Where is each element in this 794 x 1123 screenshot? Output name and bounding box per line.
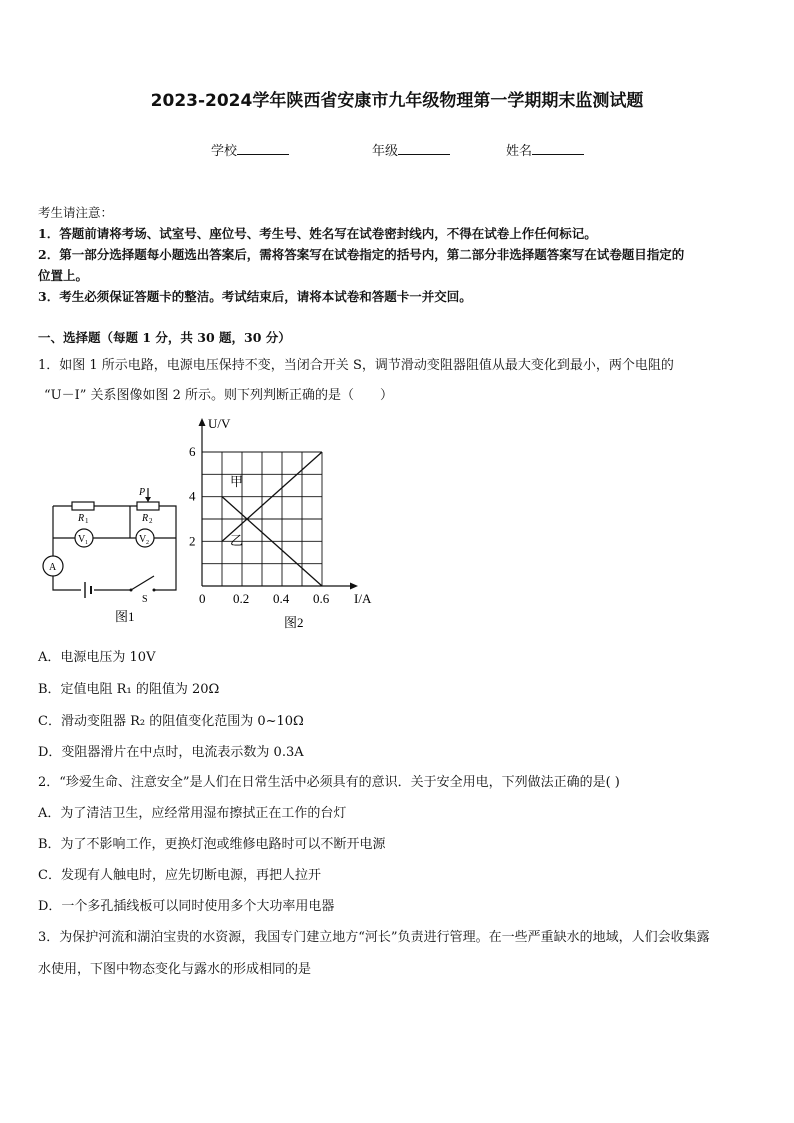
name-blank: [532, 141, 584, 155]
school-blank: [237, 141, 289, 155]
x-axis-label: I/A: [354, 591, 372, 606]
note-line-2: 2．第一部分选择题每小题选出答案后，需将答案写在试卷指定的括号内，第二部分非选择题答案写在试卷题目指定的: [38, 247, 685, 262]
q2-stem: 2．“珍爱生命、注意安全”是人们在日常生活中必须具有的意识．关于安全用电，下列做法正确的是( ): [38, 775, 620, 790]
name-label: 姓名: [506, 144, 533, 159]
q1-stem-line1: 1．如图 1 所示电路，电源电压保持不变，当闭合开关 S，调节滑动变阻器阻值从最大变化到最小，两个电阻的: [38, 358, 674, 373]
x-tick-label: 0.6: [313, 591, 330, 606]
x-tick-label: 0.2: [233, 591, 250, 606]
q3-stem-line2: 水使用，下图中物态变化与露水的形成相同的是: [38, 962, 312, 977]
r2-label: R: [142, 513, 149, 524]
q1-option-d: D．变阻器滑片在中点时，电流表示数为 0.3A: [38, 745, 304, 760]
resistor-r1: [72, 502, 94, 510]
y-axis-arrow: [199, 418, 206, 426]
note-line-4: 3．考生必须保证答题卡的整洁。考试结束后，请将本试卷和答题卡一并交回。: [38, 289, 472, 304]
slider-arrow-head: [145, 497, 151, 502]
v1-sub: 1: [85, 540, 88, 546]
grade-blank: [398, 141, 450, 155]
x-tick-label: 0: [199, 591, 206, 606]
q1-stem-line2: “U－I” 关系图像如图 2 所示。则下列判断正确的是（ ）: [44, 388, 394, 403]
series-label-yi: 乙: [230, 533, 244, 548]
circuit-diagram: [36, 480, 186, 630]
q2-option-a: A．为了清洁卫生，应经常用湿布擦拭正在工作的台灯: [38, 806, 347, 821]
x-tick-label: 0.4: [273, 591, 290, 606]
r2-sub: 2: [149, 517, 153, 525]
q1-option-a: A．电源电压为 10V: [38, 650, 156, 665]
v2-sub: 2: [146, 540, 149, 546]
fig1-caption: 图1: [115, 609, 135, 624]
s-label: S: [142, 594, 148, 605]
grade-label: 年级: [372, 144, 399, 159]
y-axis-label: U/V: [208, 416, 231, 431]
a-label: A: [49, 562, 57, 573]
q2-option-c: C．发现有人触电时，应先切断电源，再把人拉开: [38, 868, 321, 883]
q1-option-c: C．滑动变阻器 R₂ 的阻值变化范围为 0~10Ω: [38, 714, 304, 729]
ui-graph: [180, 410, 380, 635]
name-field: [506, 140, 584, 159]
q2-option-b: B．为了不影响工作，更换灯泡或维修电路时可以不断开电源: [38, 837, 386, 852]
note-line-3: 位置上。: [38, 268, 89, 283]
y-tick-label: 4: [189, 488, 196, 504]
resistor-r2: [137, 502, 159, 510]
school-field: [211, 140, 289, 159]
v2-label: V: [139, 534, 147, 545]
r1-sub: 1: [85, 517, 89, 525]
q2-option-d: D．一个多孔插线板可以同时使用多个大功率用电器: [38, 899, 335, 914]
series-label-jia: 甲: [230, 474, 244, 489]
q1-option-b: B．定值电阻 R₁ 的阻值为 20Ω: [38, 682, 220, 697]
page-title: 2023-2024学年陕西省安康市九年级物理第一学期期末监测试题: [150, 91, 644, 111]
note-line-1: 1．答题前请将考场、试室号、座位号、考生号、姓名写在试卷密封线内，不得在试卷上作任何标记。: [38, 226, 597, 241]
notes-heading: 考生请注意：: [38, 205, 114, 220]
section-heading: 一、选择题（每题 1 分，共 30 题，30 分）: [38, 330, 291, 345]
fig2-caption: 图2: [284, 615, 304, 630]
school-label: 学校: [211, 144, 238, 159]
r1-label: R: [78, 513, 85, 524]
v1-label: V: [78, 534, 86, 545]
y-tick-label: 6: [189, 444, 196, 459]
p-label: P: [139, 487, 146, 498]
x-axis-arrow: [350, 583, 358, 590]
y-tick-label: 2: [189, 533, 196, 549]
q3-stem-line1: 3．为保护河流和湖泊宝贵的水资源，我国专门建立地方“河长”负责进行管理。在一些严重缺水的地域，人们会收集露: [38, 930, 710, 945]
grade-field: [372, 140, 450, 159]
